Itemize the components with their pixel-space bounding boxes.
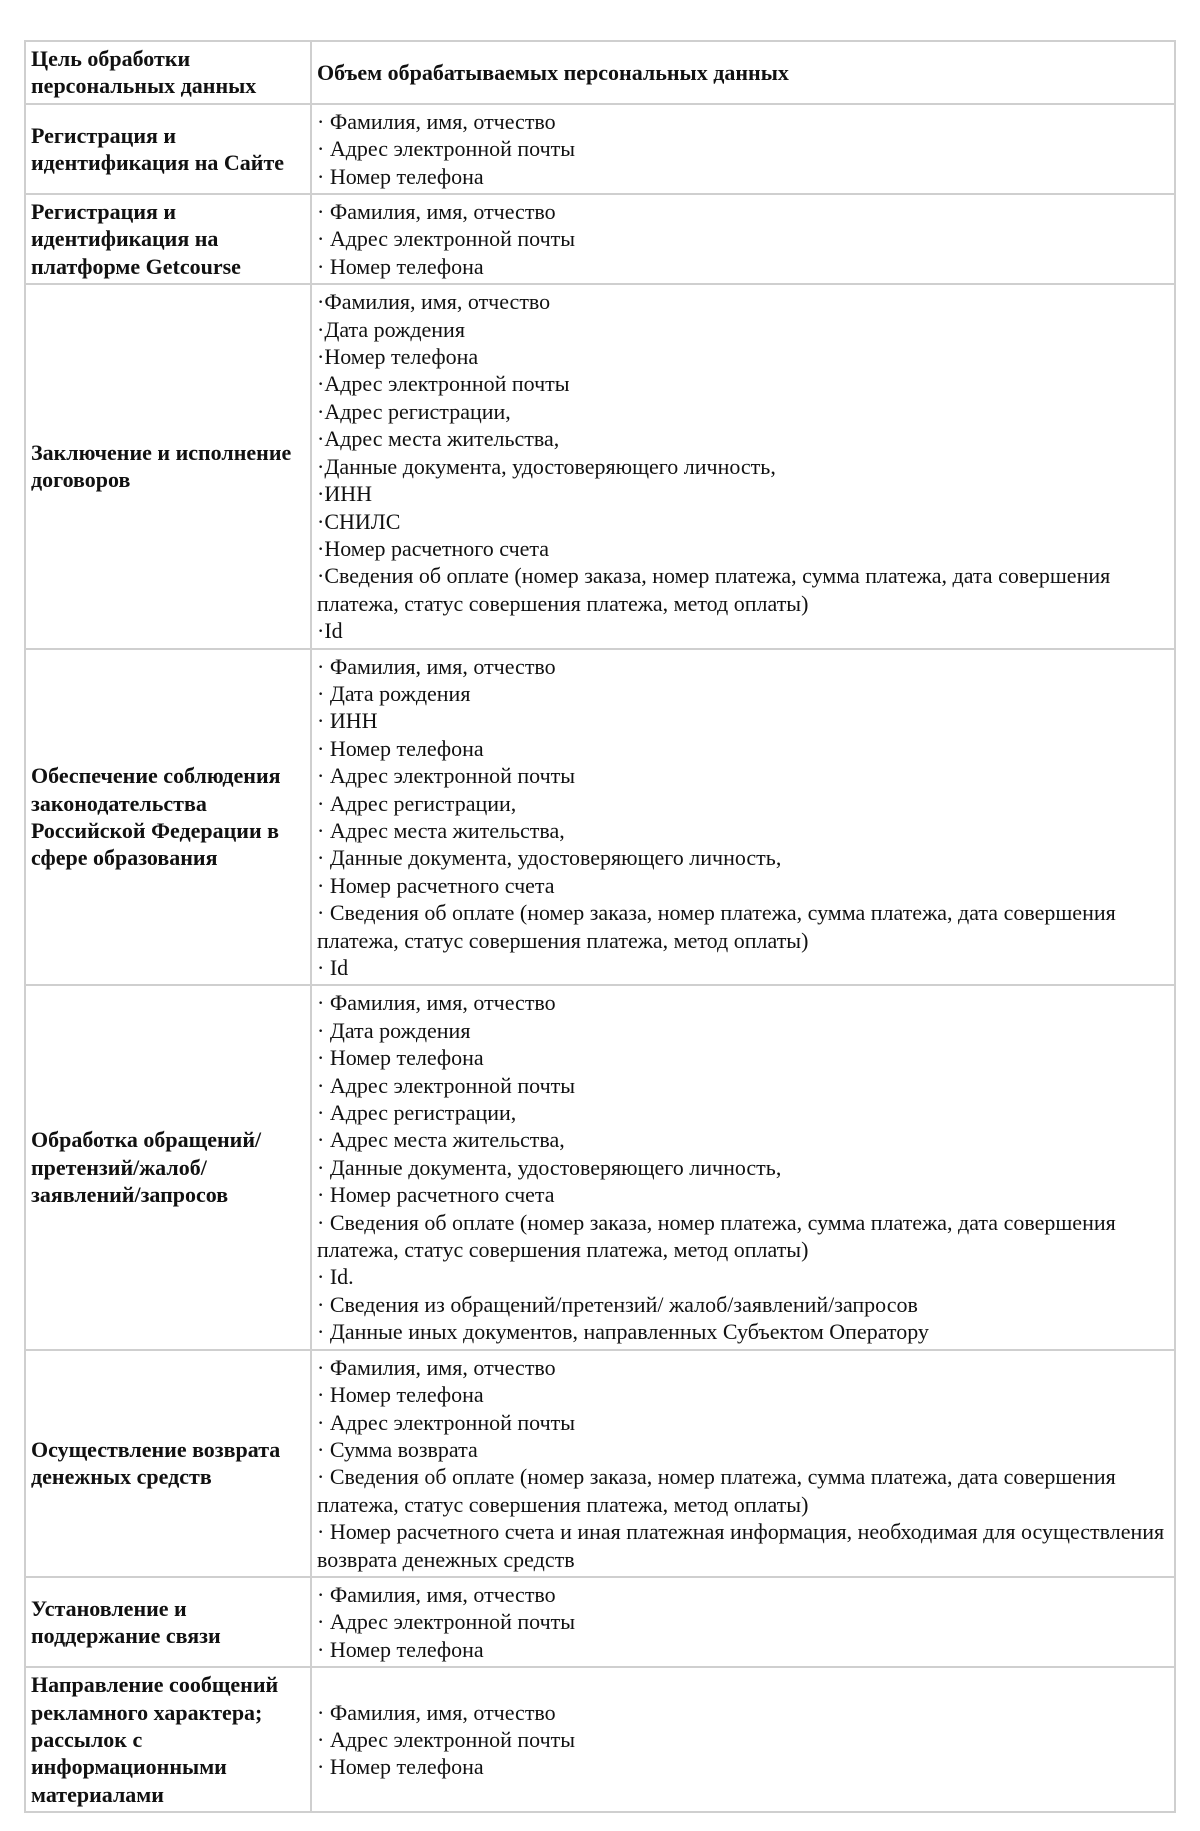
scope-cell bbox=[311, 284, 1175, 648]
purpose-cell: Заключение и исполнение договоров bbox=[25, 284, 311, 648]
table-row bbox=[25, 985, 1175, 1349]
table-row bbox=[25, 194, 1175, 284]
data-item: ·СНИЛС bbox=[317, 508, 401, 534]
data-item: · Адрес регистрации, bbox=[317, 1100, 517, 1126]
purpose-cell: Обработка обращений/претензий/жалоб/ заявлений/запросов bbox=[25, 985, 311, 1349]
header-purpose-cell: Цель обработки персональных данных bbox=[25, 41, 311, 104]
table-row bbox=[25, 649, 1175, 986]
data-item: · Фамилия, имя, отчество bbox=[317, 1354, 556, 1380]
data-item: ·Адрес электронной почты bbox=[317, 371, 570, 397]
data-item: · Фамилия, имя, отчество bbox=[317, 108, 556, 134]
data-item: · Номер телефона bbox=[317, 735, 484, 761]
table-row bbox=[25, 1350, 1175, 1577]
data-item: ·Id bbox=[317, 618, 343, 644]
data-item: · Номер телефона bbox=[317, 1636, 484, 1662]
purpose-cell: Регистрация и идентификация на платформе Getcourse bbox=[25, 194, 311, 284]
data-item: · Id. bbox=[317, 1264, 354, 1290]
data-item: · Сумма возврата bbox=[317, 1436, 478, 1462]
data-item: · Сведения об оплате (номер заказа, номер платежа, сумма платежа, дата совершения платежа, статус совершения платежа, метод оплаты) bbox=[317, 1464, 1116, 1517]
scope-cell bbox=[311, 649, 1175, 986]
data-item: · Данные иных документов, направленных Субъектом Оператору bbox=[317, 1319, 929, 1345]
data-item: · Адрес места жительства, bbox=[317, 817, 565, 843]
data-item: ·Номер телефона bbox=[317, 344, 479, 370]
data-item: · Номер телефона bbox=[317, 1045, 484, 1071]
data-item: · Адрес электронной почты bbox=[317, 226, 576, 252]
data-item: · Адрес электронной почты bbox=[317, 1409, 576, 1435]
data-item: · Адрес электронной почты bbox=[317, 1609, 576, 1635]
data-item: · Данные документа, удостоверяющего личность, bbox=[317, 845, 782, 871]
personal-data-table bbox=[24, 40, 1176, 1813]
data-item: · Адрес электронной почты bbox=[317, 1072, 576, 1098]
data-item: ·Сведения об оплате (номер заказа, номер платежа, сумма платежа, дата совершения платежа, статус совершения платежа, метод оплаты) bbox=[317, 563, 1111, 616]
purpose-cell: Установление и поддержание связи bbox=[25, 1577, 311, 1667]
data-item: · Адрес электронной почты bbox=[317, 1726, 576, 1752]
header-scope-cell: Объем обрабатываемых персональных данных bbox=[311, 41, 1175, 104]
purpose-cell: Обеспечение соблюдения законодательства Российской Федерации в сфере образования bbox=[25, 649, 311, 986]
table-row bbox=[25, 104, 1175, 194]
data-item: · Данные документа, удостоверяющего личность, bbox=[317, 1154, 782, 1180]
scope-cell bbox=[311, 1350, 1175, 1577]
data-item: ·Адрес места жительства, bbox=[317, 426, 560, 452]
table-row bbox=[25, 284, 1175, 648]
data-item: · Адрес электронной почты bbox=[317, 763, 576, 789]
data-item: ·Фамилия, имя, отчество bbox=[317, 289, 551, 315]
scope-cell bbox=[311, 985, 1175, 1349]
table-row bbox=[25, 1577, 1175, 1667]
data-item: · Фамилия, имя, отчество bbox=[317, 1699, 556, 1725]
data-item: · Фамилия, имя, отчество bbox=[317, 653, 556, 679]
data-item: · Адрес электронной почты bbox=[317, 136, 576, 162]
data-item: · ИНН bbox=[317, 708, 378, 734]
data-item: · Адрес регистрации, bbox=[317, 790, 517, 816]
scope-cell bbox=[311, 104, 1175, 194]
data-item: ·Адрес регистрации, bbox=[317, 398, 511, 424]
data-item: ·ИНН bbox=[317, 481, 372, 507]
purpose-cell: Направление сообщений рекламного характера; рассылок с информационными материалами bbox=[25, 1667, 311, 1812]
data-item: · Номер телефона bbox=[317, 1754, 484, 1780]
data-item: · Номер расчетного счета bbox=[317, 1182, 555, 1208]
purpose-cell: Осуществление возврата денежных средств bbox=[25, 1350, 311, 1577]
data-item: ·Дата рождения bbox=[317, 316, 465, 342]
data-item: · Номер расчетного счета bbox=[317, 872, 555, 898]
table-header-row bbox=[25, 41, 1175, 104]
data-item: ·Данные документа, удостоверяющего личность, bbox=[317, 453, 776, 479]
data-item: · Сведения об оплате (номер заказа, номер платежа, сумма платежа, дата совершения платежа, статус совершения платежа, метод оплаты) bbox=[317, 900, 1116, 953]
data-item: · Сведения об оплате (номер заказа, номер платежа, сумма платежа, дата совершения платежа, статус совершения платежа, метод оплаты) bbox=[317, 1209, 1116, 1263]
data-item: · Фамилия, имя, отчество bbox=[317, 1581, 556, 1607]
table-row bbox=[25, 1667, 1175, 1812]
data-item: ·Номер расчетного счета bbox=[317, 535, 550, 561]
scope-cell bbox=[311, 1577, 1175, 1667]
scope-cell bbox=[311, 194, 1175, 284]
data-item: · Фамилия, имя, отчество bbox=[317, 199, 556, 225]
table-body bbox=[25, 41, 1175, 1812]
data-item: · Номер телефона bbox=[317, 163, 484, 189]
data-item: · Адрес места жительства, bbox=[317, 1127, 565, 1153]
data-item: · Номер телефона bbox=[317, 253, 484, 279]
data-item: · Номер расчетного счета и иная платежная информация, необходимая для осуществления возврата денежных средств bbox=[317, 1519, 1165, 1572]
data-item: · Id bbox=[317, 955, 349, 980]
data-item: · Дата рождения bbox=[317, 680, 471, 706]
purpose-cell: Регистрация и идентификация на Сайте bbox=[25, 104, 311, 194]
data-item: · Сведения из обращений/претензий/ жалоб/заявлений/запросов bbox=[317, 1291, 918, 1317]
data-item: · Номер телефона bbox=[317, 1382, 484, 1408]
data-item: · Дата рождения bbox=[317, 1017, 471, 1043]
data-item: · Фамилия, имя, отчество bbox=[317, 990, 556, 1016]
scope-cell bbox=[311, 1667, 1175, 1812]
